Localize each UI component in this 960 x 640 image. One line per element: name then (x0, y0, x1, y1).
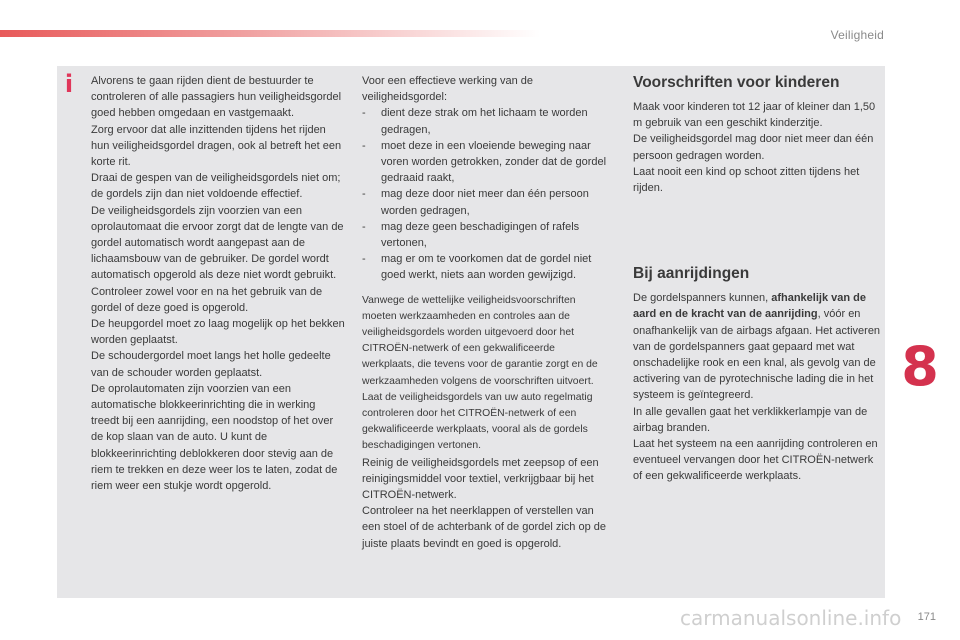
list-intro: Voor een effectieve werking van de veiligheidsgordel: (362, 75, 534, 104)
info-icon: i (64, 70, 74, 98)
paragraph: Laat nooit een kind op schoot zitten tijdens het rijden. (633, 165, 860, 195)
paragraph: Vanwege de wettelijke veiligheidsvoorschriften moeten werkzaamheden en controles aan de veiligheidsgordels worden uitgevoerd door het CITROËN-netwerk of een gekwalificeerde werkplaats, die tevens voor de garantie zorgt en de werkzaamheden volgens de voorschriften uitvoert. (362, 294, 598, 387)
paragraph: Laat het systeem na een aanrijding controleren en eventueel vervangen door het CITROËN-netwerk of een gekwalificeerde werkplaats. (633, 438, 878, 483)
column-children-collisions (633, 73, 881, 485)
chapter-number: 8 (901, 335, 939, 398)
dash-bullet: - (362, 220, 366, 233)
heading-collisions: Bij aanrijdingen (633, 265, 750, 283)
page-number: 171 (917, 611, 936, 623)
text-lead: De gordelspanners kunnen, (633, 292, 772, 305)
text-emphasis: afhankelijk van de aard en de kracht van de aanrijding (633, 292, 866, 321)
list-item-text: mag deze door niet meer dan één persoon worden gedragen, (381, 188, 589, 217)
paragraph: Draai de gespen van de veiligheidsgordels niet om; de gordels zijn dan niet voldoende effectief. (91, 172, 341, 201)
heading-children: Voorschriften voor kinderen (633, 74, 840, 91)
paragraph: Controleer zowel voor en na het gebruik van de gordel of deze goed is opgerold. (91, 285, 323, 314)
list-item-text: moet deze in een vloeiende beweging naar voren worden getrokken, zonder dat de gordel gedraaid raakt, (381, 139, 607, 185)
dash-bullet: - (362, 139, 366, 152)
dash-bullet: - (362, 253, 366, 266)
paragraph: In alle gevallen gaat het verklikkerlampje van de airbag branden. (633, 405, 868, 434)
paragraph: Laat de veiligheidsgordels van uw auto regelmatig controleren door het CITROËN-netwerk of een gekwalificeerde werkplaats, vooral als de gordels beschadigingen vertonen. (362, 391, 593, 452)
list-item (362, 186, 610, 218)
text-rest: , vóór en onafhankelijk van de airbags afgaan. Het activeren van de gordelspanners gaat gepaard met wat onschadelijke rook en een knal, als gevolg van de activering van de pyrotechnische lading die in het systeem is geïntegreerd. (633, 308, 881, 402)
list-item-text: mag er om te voorkomen dat de gordel niet goed werkt, niets aan worden gewijzigd. (381, 253, 592, 282)
paragraph: Controleer na het neerklappen of verstellen van een stoel of de achterbank of de gordel zich op de juiste plaats bevindt en goed is opgerold. (362, 505, 607, 550)
paragraph: De veiligheidsgordel mag door niet meer dan één persoon gedragen worden. (633, 133, 874, 162)
paragraph: Maak voor kinderen tot 12 jaar of kleiner dan 1,50 m gebruik van een geschikt kinderzitje. (633, 101, 876, 130)
list-item-text: mag deze geen beschadigingen of rafels vertonen, (381, 220, 580, 250)
paragraph: De veiligheidsgordels zijn voorzien van een oprolautomaat die ervoor zorgt dat de lengte van de gordel automatisch wordt aangepast aan de lichaamsbouw van de gebruiker. De gordel wordt automatisch opgerold als deze niet wordt gebruikt. (91, 204, 344, 282)
section-title: Veiligheid (830, 28, 884, 42)
dash-bullet: - (362, 107, 366, 120)
column-passenger-checks (91, 73, 346, 494)
paragraph: Reinig de veiligheidsgordels met zeepsop of een reinigingsmiddel voor textiel, verkrijgbaar bij het CITROËN-netwerk. (362, 456, 599, 502)
column-effective-use (362, 73, 610, 552)
paragraph: De schoudergordel moet langs het holle gedeelte van de schouder worden geplaatst. (91, 350, 331, 379)
list-item (362, 251, 610, 283)
header-accent-bar (0, 30, 540, 37)
list-item (362, 138, 610, 187)
paragraph: De heupgordel moet zo laag mogelijk op het bekken worden geplaatst. (91, 318, 345, 347)
paragraph: Zorg ervoor dat alle inzittenden tijdens het rijden hun veiligheidsgordel dragen, ook al betreft het een korte rit. (91, 123, 342, 169)
dash-bullet: - (362, 188, 366, 201)
list-item (362, 105, 610, 137)
paragraph: De oprolautomaten zijn voorzien van een automatische blokkeerinrichting die in werking treedt bij een aanrijding, een noodstop of het over de kop slaan van de auto. U kunt de blokkeerinrichting deblokkeren door stevig aan de riem te trekken en deze weer los te laten, zodat de riem weer een stukje wordt opgerold. (91, 382, 338, 493)
paragraph (633, 290, 881, 403)
list-item-text: dient deze strak om het lichaam te worden gedragen, (381, 107, 588, 136)
paragraph: Alvorens te gaan rijden dient de bestuurder te controleren of alle passagiers hun veiligheidsgordel goed hebben omgedaan en vastgemaakt. (91, 75, 342, 120)
spacer (633, 196, 881, 264)
spacer (362, 284, 610, 293)
watermark: carmanualsonline.info (680, 606, 902, 630)
list-item (362, 219, 610, 251)
